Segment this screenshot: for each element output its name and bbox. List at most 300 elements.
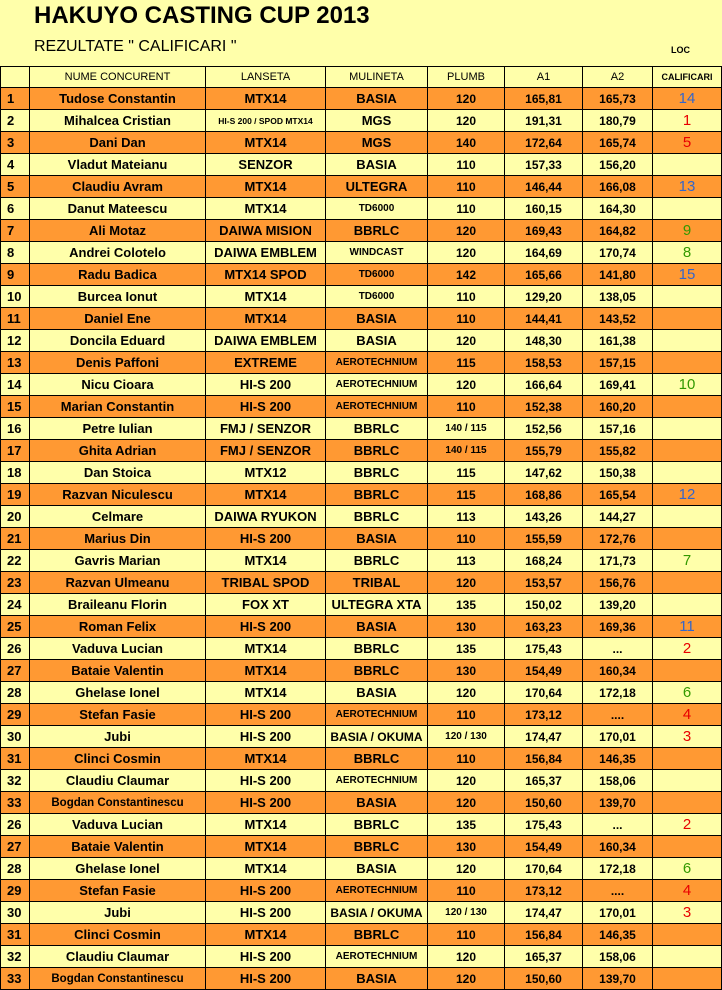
cell-plumb: 135 [428,814,505,836]
cell-nr: 18 [1,462,30,484]
cell-name: Radu Badica [30,264,206,286]
cell-lanseta: MTX14 [206,858,326,880]
cell-calificari: 3 [653,726,722,748]
cell-a1: 144,41 [505,308,583,330]
cell-a2: .... [583,704,653,726]
cell-plumb: 120 [428,220,505,242]
cell-name: Razvan Niculescu [30,484,206,506]
cell-name: Nicu Cioara [30,374,206,396]
header-nr [1,67,30,88]
cell-mulineta: AEROTECHNIUM [326,374,428,396]
cell-calificari: 3 [653,902,722,924]
cell-a2: 138,05 [583,286,653,308]
header-a2: A2 [583,67,653,88]
cell-mulineta: AEROTECHNIUM [326,704,428,726]
cell-lanseta: MTX14 [206,660,326,682]
cell-lanseta: MTX14 [206,682,326,704]
cell-a1: 165,81 [505,88,583,110]
cell-a2: 170,74 [583,242,653,264]
cell-a1: 169,43 [505,220,583,242]
cell-plumb: 110 [428,154,505,176]
cell-a2: 155,82 [583,440,653,462]
cell-a1: 175,43 [505,638,583,660]
cell-name: Gavris Marian [30,550,206,572]
cell-lanseta: HI-S 200 [206,726,326,748]
cell-name: Stefan Fasie [30,704,206,726]
cell-plumb: 110 [428,286,505,308]
cell-plumb: 113 [428,550,505,572]
cell-a2: 144,27 [583,506,653,528]
table-row [1,506,722,528]
cell-a2: 165,54 [583,484,653,506]
cell-calificari: 12 [653,484,722,506]
cell-a1: 152,38 [505,396,583,418]
cell-a1: 155,79 [505,440,583,462]
table-row [1,594,722,616]
cell-plumb: 120 [428,968,505,990]
cell-a2: 161,38 [583,330,653,352]
cell-lanseta: FOX XT [206,594,326,616]
cell-a1: 156,84 [505,924,583,946]
cell-calificari [653,396,722,418]
table-row [1,220,722,242]
cell-lanseta: MTX14 [206,924,326,946]
cell-name: Razvan Ulmeanu [30,572,206,594]
cell-a2: 166,08 [583,176,653,198]
cell-lanseta: HI-S 200 [206,704,326,726]
table-row [1,242,722,264]
cell-a2: ... [583,814,653,836]
cell-a1: 163,23 [505,616,583,638]
cell-a2: 172,76 [583,528,653,550]
cell-nr: 23 [1,572,30,594]
cell-lanseta: MTX14 [206,132,326,154]
cell-mulineta: AEROTECHNIUM [326,946,428,968]
cell-plumb: 120 [428,88,505,110]
cell-calificari: 4 [653,704,722,726]
cell-nr: 16 [1,418,30,440]
cell-mulineta: BBRLC [326,836,428,858]
cell-a2: 158,06 [583,770,653,792]
cell-a1: 154,49 [505,660,583,682]
cell-name: Claudiu Avram [30,176,206,198]
results-table [0,66,722,990]
cell-lanseta: MTX14 [206,638,326,660]
cell-nr: 14 [1,374,30,396]
cell-plumb: 110 [428,176,505,198]
cell-calificari [653,506,722,528]
cell-lanseta: DAIWA EMBLEM [206,330,326,352]
cell-a1: 147,62 [505,462,583,484]
cell-a1: 160,15 [505,198,583,220]
cell-lanseta: DAIWA RYUKON [206,506,326,528]
cell-name: Celmare [30,506,206,528]
cell-calificari: 1 [653,110,722,132]
cell-calificari [653,528,722,550]
table-row [1,330,722,352]
table-row [1,550,722,572]
cell-plumb: 140 / 115 [428,440,505,462]
cell-a2: 157,15 [583,352,653,374]
cell-plumb: 110 [428,198,505,220]
cell-plumb: 110 [428,924,505,946]
cell-plumb: 120 [428,682,505,704]
cell-plumb: 110 [428,396,505,418]
cell-mulineta: TD6000 [326,264,428,286]
table-row [1,682,722,704]
cell-calificari [653,330,722,352]
cell-mulineta: BBRLC [326,484,428,506]
cell-a2: 169,41 [583,374,653,396]
cell-mulineta: AEROTECHNIUM [326,770,428,792]
cell-name: Ghelase Ionel [30,858,206,880]
cell-plumb: 110 [428,704,505,726]
cell-a2: 160,34 [583,660,653,682]
cell-nr: 1 [1,88,30,110]
cell-calificari [653,924,722,946]
cell-a1: 155,59 [505,528,583,550]
cell-calificari [653,594,722,616]
table-row [1,484,722,506]
cell-calificari: 8 [653,242,722,264]
cell-a2: 180,79 [583,110,653,132]
table-row [1,264,722,286]
cell-name: Roman Felix [30,616,206,638]
cell-plumb: 120 [428,374,505,396]
cell-plumb: 120 [428,110,505,132]
cell-name: Mihalcea Cristian [30,110,206,132]
cell-calificari: 6 [653,682,722,704]
cell-a1: 172,64 [505,132,583,154]
table-row [1,352,722,374]
table-row [1,308,722,330]
table-row [1,396,722,418]
table-row [1,616,722,638]
cell-lanseta: DAIWA EMBLEM [206,242,326,264]
table-row [1,440,722,462]
cell-mulineta: BBRLC [326,220,428,242]
cell-nr: 29 [1,704,30,726]
cell-name: Vaduva Lucian [30,638,206,660]
cell-nr: 11 [1,308,30,330]
table-row [1,726,722,748]
cell-name: Vaduva Lucian [30,814,206,836]
cell-lanseta: HI-S 200 [206,792,326,814]
cell-nr: 17 [1,440,30,462]
cell-mulineta: BASIA / OKUMA [326,726,428,748]
table-row [1,660,722,682]
cell-mulineta: AEROTECHNIUM [326,880,428,902]
page-subtitle: REZULTATE " CALIFICARI " [34,38,237,55]
cell-a1: 150,60 [505,968,583,990]
cell-calificari: 9 [653,220,722,242]
cell-name: Marius Din [30,528,206,550]
cell-plumb: 115 [428,352,505,374]
cell-lanseta: MTX14 [206,484,326,506]
cell-a1: 148,30 [505,330,583,352]
cell-calificari [653,748,722,770]
cell-mulineta: ULTEGRA [326,176,428,198]
table-row [1,418,722,440]
cell-mulineta: WINDCAST [326,242,428,264]
cell-nr: 30 [1,902,30,924]
cell-mulineta: BBRLC [326,924,428,946]
cell-a1: 166,64 [505,374,583,396]
cell-mulineta: TRIBAL [326,572,428,594]
cell-a1: 173,12 [505,880,583,902]
table-row [1,770,722,792]
cell-a1: 170,64 [505,858,583,880]
cell-a1: 168,86 [505,484,583,506]
cell-nr: 24 [1,594,30,616]
cell-nr: 31 [1,924,30,946]
cell-a1: 165,37 [505,770,583,792]
cell-calificari: 2 [653,638,722,660]
cell-nr: 25 [1,616,30,638]
cell-a1: 191,31 [505,110,583,132]
cell-mulineta: BBRLC [326,638,428,660]
cell-lanseta: FMJ / SENZOR [206,440,326,462]
cell-nr: 32 [1,946,30,968]
cell-plumb: 115 [428,462,505,484]
cell-mulineta: TD6000 [326,286,428,308]
cell-lanseta: HI-S 200 [206,374,326,396]
cell-nr: 3 [1,132,30,154]
cell-calificari: 5 [653,132,722,154]
cell-a2: 160,34 [583,836,653,858]
cell-name: Andrei Colotelo [30,242,206,264]
cell-nr: 12 [1,330,30,352]
cell-name: Claudiu Claumar [30,946,206,968]
cell-a2: 139,70 [583,968,653,990]
cell-name: Claudiu Claumar [30,770,206,792]
cell-lanseta: HI-S 200 [206,968,326,990]
cell-plumb: 135 [428,638,505,660]
cell-a1: 158,53 [505,352,583,374]
cell-mulineta: BBRLC [326,550,428,572]
header-lanseta: LANSETA [206,67,326,88]
cell-plumb: 130 [428,616,505,638]
cell-nr: 2 [1,110,30,132]
cell-nr: 10 [1,286,30,308]
cell-lanseta: MTX14 [206,550,326,572]
cell-a1: 129,20 [505,286,583,308]
cell-a2: 157,16 [583,418,653,440]
cell-lanseta: MTX14 [206,836,326,858]
table-row [1,154,722,176]
cell-name: Ali Motaz [30,220,206,242]
cell-plumb: 135 [428,594,505,616]
cell-nr: 27 [1,836,30,858]
cell-name: Daniel Ene [30,308,206,330]
cell-nr: 33 [1,792,30,814]
cell-plumb: 120 [428,330,505,352]
cell-calificari [653,968,722,990]
table-row [1,924,722,946]
cell-name: Vladut Mateianu [30,154,206,176]
cell-mulineta: BASIA [326,88,428,110]
cell-mulineta: BBRLC [326,462,428,484]
cell-a2: 139,20 [583,594,653,616]
cell-calificari [653,440,722,462]
header-a1: A1 [505,67,583,88]
cell-calificari: 10 [653,374,722,396]
cell-a2: 172,18 [583,858,653,880]
table-row [1,638,722,660]
cell-calificari [653,308,722,330]
cell-calificari: 11 [653,616,722,638]
cell-nr: 20 [1,506,30,528]
cell-name: Clinci Cosmin [30,748,206,770]
cell-name: Jubi [30,726,206,748]
cell-plumb: 115 [428,484,505,506]
cell-lanseta: MTX14 [206,308,326,330]
cell-a2: 170,01 [583,902,653,924]
cell-nr: 28 [1,858,30,880]
cell-lanseta: HI-S 200 / SPOD MTX14 [206,110,326,132]
cell-nr: 7 [1,220,30,242]
cell-plumb: 120 / 130 [428,726,505,748]
cell-a1: 164,69 [505,242,583,264]
cell-a2: 156,20 [583,154,653,176]
cell-nr: 21 [1,528,30,550]
table-row [1,528,722,550]
cell-plumb: 130 [428,660,505,682]
cell-a1: 150,02 [505,594,583,616]
cell-a2: 160,20 [583,396,653,418]
cell-name: Petre Iulian [30,418,206,440]
cell-lanseta: DAIWA MISION [206,220,326,242]
cell-mulineta: BASIA [326,154,428,176]
cell-mulineta: BASIA [326,792,428,814]
cell-calificari: 4 [653,880,722,902]
table-row [1,704,722,726]
cell-lanseta: TRIBAL SPOD [206,572,326,594]
table-row [1,110,722,132]
cell-nr: 27 [1,660,30,682]
cell-calificari: 13 [653,176,722,198]
cell-calificari [653,792,722,814]
table-row [1,946,722,968]
cell-plumb: 120 [428,858,505,880]
cell-lanseta: MTX14 [206,286,326,308]
cell-lanseta: MTX14 SPOD [206,264,326,286]
cell-name: Jubi [30,902,206,924]
cell-a1: 175,43 [505,814,583,836]
table-row [1,748,722,770]
cell-a2: 143,52 [583,308,653,330]
header-mulineta: MULINETA [326,67,428,88]
cell-plumb: 120 / 130 [428,902,505,924]
cell-mulineta: BASIA / OKUMA [326,902,428,924]
cell-calificari: 15 [653,264,722,286]
cell-calificari: 2 [653,814,722,836]
cell-calificari [653,572,722,594]
cell-a1: 174,47 [505,726,583,748]
cell-lanseta: SENZOR [206,154,326,176]
table-row [1,198,722,220]
cell-lanseta: FMJ / SENZOR [206,418,326,440]
cell-plumb: 120 [428,572,505,594]
cell-name: Stefan Fasie [30,880,206,902]
cell-a2: 170,01 [583,726,653,748]
cell-calificari [653,836,722,858]
cell-name: Tudose Constantin [30,88,206,110]
cell-lanseta: MTX14 [206,748,326,770]
cell-plumb: 140 [428,132,505,154]
page-title: HAKUYO CASTING CUP 2013 [34,2,370,29]
cell-name: Danut Mateescu [30,198,206,220]
cell-name: Marian Constantin [30,396,206,418]
cell-nr: 29 [1,880,30,902]
table-row [1,374,722,396]
cell-name: Ghita Adrian [30,440,206,462]
cell-nr: 33 [1,968,30,990]
cell-nr: 31 [1,748,30,770]
cell-a1: 150,60 [505,792,583,814]
cell-calificari [653,770,722,792]
table-row [1,792,722,814]
cell-lanseta: MTX14 [206,814,326,836]
header-plumb: PLUMB [428,67,505,88]
cell-calificari: 6 [653,858,722,880]
cell-a1: 154,49 [505,836,583,858]
table-row [1,880,722,902]
cell-name: Ghelase Ionel [30,682,206,704]
cell-plumb: 120 [428,792,505,814]
cell-a2: 146,35 [583,924,653,946]
cell-lanseta: MTX14 [206,198,326,220]
cell-lanseta: MTX12 [206,462,326,484]
cell-lanseta: HI-S 200 [206,946,326,968]
cell-plumb: 140 / 115 [428,418,505,440]
cell-a1: 153,57 [505,572,583,594]
cell-a2: 172,18 [583,682,653,704]
cell-mulineta: BASIA [326,682,428,704]
cell-a1: 170,64 [505,682,583,704]
cell-a1: 168,24 [505,550,583,572]
cell-a2: 165,73 [583,88,653,110]
cell-a2: 146,35 [583,748,653,770]
cell-lanseta: MTX14 [206,88,326,110]
cell-plumb: 113 [428,506,505,528]
cell-name: Dan Stoica [30,462,206,484]
cell-calificari [653,660,722,682]
cell-a2: 165,74 [583,132,653,154]
cell-name: Bogdan Constantinescu [30,968,206,990]
cell-a1: 143,26 [505,506,583,528]
cell-calificari: 7 [653,550,722,572]
cell-nr: 26 [1,814,30,836]
cell-lanseta: HI-S 200 [206,770,326,792]
cell-plumb: 120 [428,946,505,968]
table-row [1,814,722,836]
cell-a2: ... [583,638,653,660]
table-row [1,132,722,154]
cell-name: Bataie Valentin [30,660,206,682]
cell-mulineta: BASIA [326,528,428,550]
cell-calificari [653,198,722,220]
cell-name: Bataie Valentin [30,836,206,858]
cell-plumb: 110 [428,308,505,330]
cell-lanseta: HI-S 200 [206,528,326,550]
cell-mulineta: MGS [326,132,428,154]
cell-a1: 157,33 [505,154,583,176]
header-calificari: CALIFICARI [653,67,722,88]
cell-mulineta: BBRLC [326,440,428,462]
table-row [1,176,722,198]
cell-calificari [653,352,722,374]
